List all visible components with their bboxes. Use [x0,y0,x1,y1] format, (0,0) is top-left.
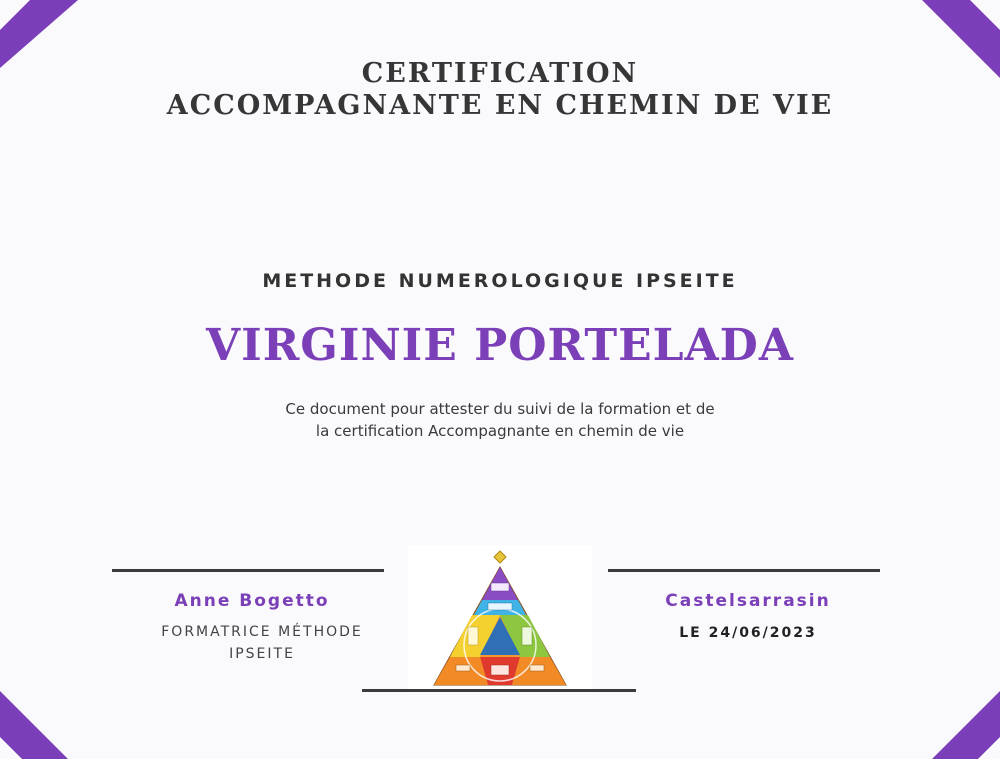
numerology-pyramid-icon [408,545,592,689]
method-heading: METHODE NUMEROLOGIQUE IPSEITE [262,270,738,292]
certificate-subtitle: ACCOMPAGNANTE EN CHEMIN DE VIE [166,90,834,121]
description-line-2: la certification Accompagnante en chemin de vie [315,422,685,440]
certificate-place: Castelsarrasin [665,591,831,611]
corner-ribbon-bottom-left [0,679,80,759]
description-line-1: Ce document pour attester du suivi de la formation et de [285,400,715,418]
recipient-name: VIRGINIE PORTELADA [206,320,794,371]
trainer-role-line-1: FORMATRICE MÉTHODE [161,624,363,640]
signature-line-left [112,569,384,572]
signature-line-right [608,569,880,572]
logo-baseline [362,689,636,692]
trainer-role-line-2: IPSEITE [229,646,295,662]
trainer-name: Anne Bogetto [174,591,330,611]
certificate-date: LE 24/06/2023 [679,625,817,641]
certificate-title: CERTIFICATION [361,58,639,89]
corner-ribbon-bottom-right [920,679,1000,759]
